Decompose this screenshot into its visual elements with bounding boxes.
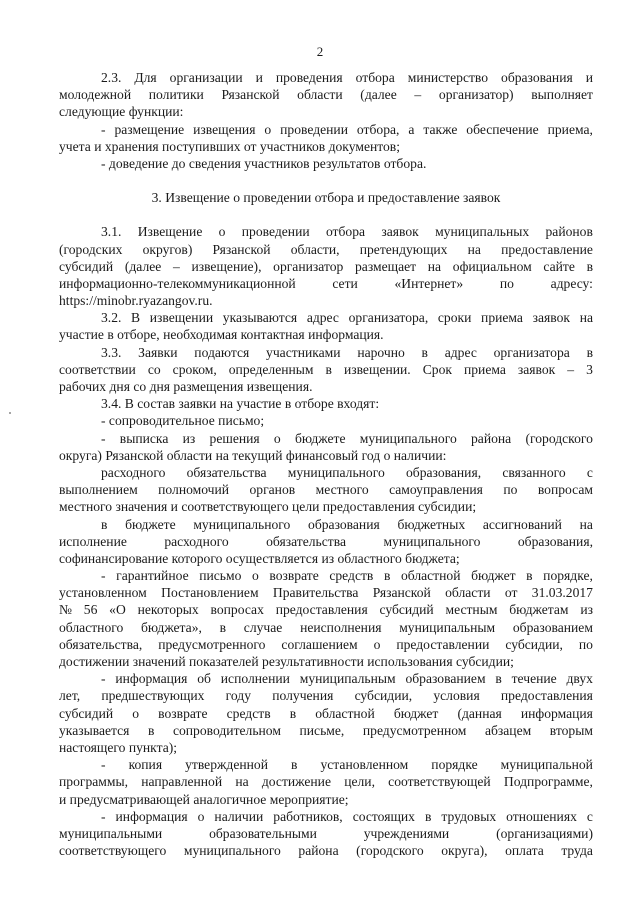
text-line: программы, направленной на достижение цели, соответствующей Подпрограмме, xyxy=(59,774,593,790)
text-line: выполнением полномочий органов местного самоуправления по вопросам xyxy=(59,482,593,498)
text-line: достижении значений показателей результативности использования субсидии; xyxy=(59,654,514,669)
text-line: указывается в сопроводительном письме, предусмотренном абзацем вторым xyxy=(59,722,593,738)
text-line: - гарантийное письмо о возврате средств в областной бюджет в порядке, xyxy=(101,568,593,584)
text-line: молодежной политики Рязанской области (далее – организатор) выполняет xyxy=(59,87,593,103)
text-line: соответствующего муниципального района (городского округа), оплата труда xyxy=(59,843,593,859)
text-line: настоящего пункта); xyxy=(59,739,178,755)
text-line: местного значения и соответствующего цели предоставления субсидии; xyxy=(59,499,477,515)
text-line: софинансирование которого осуществляется из областного бюджета; xyxy=(59,550,460,566)
text-line: - доведение до сведения участников результатов отбора. xyxy=(101,155,427,171)
text-line: информационно-телекоммуникационной сети «Интернет» по адресу: xyxy=(59,275,593,291)
text-line: субсидий (далее – извещение), организатор размещает на официальном сайте в xyxy=(59,258,593,274)
text-line: исполнение расходного обязательства муниципального образования, xyxy=(59,533,593,549)
text-line: 3.1. Извещение о проведении отбора заявок муниципальных районов xyxy=(101,224,593,240)
text-line: https://minobr.ryazangov.ru. xyxy=(59,293,213,309)
text-line: и предусматривающей аналогичное мероприятие; xyxy=(59,791,349,807)
text-line: № 56 «О некоторых вопросах предоставления субсидий местным бюджетам из xyxy=(59,602,593,618)
text-line: расходного обязательства муниципального образования, связанного с xyxy=(101,464,593,480)
text-line: 3.4. В состав заявки на участие в отборе входят: xyxy=(101,396,380,412)
text-line: - информация о наличии работников, состоящих в трудовых отношениях с xyxy=(101,808,593,824)
text-line: областного бюджета», в случае неисполнения муниципальным образованием xyxy=(59,619,593,635)
text-line: - копия утвержденной в установленном порядке муниципальной xyxy=(101,757,593,773)
document-body xyxy=(59,69,593,859)
text-line: в бюджете муниципального образования бюджетных ассигнований на xyxy=(101,516,593,532)
text-line: 3.3. Заявки подаются участниками нарочно в адрес организатора в xyxy=(101,344,593,360)
text-line: 2.3. Для организации и проведения отбора министерство образования и xyxy=(101,70,593,85)
text-line: рабочих дня со дня размещения извещения. xyxy=(59,379,313,394)
text-line: лет, предшествующих году получения субсидии, условия предоставления xyxy=(59,688,593,704)
text-line: следующие функции: xyxy=(59,104,184,120)
text-line: (городских округов) Рязанской области, претендующих на предоставление xyxy=(59,241,593,257)
text-line: соответствии со сроком, определенным в извещении. Срок приема заявок – 3 xyxy=(59,361,593,377)
text-line: округа) Рязанской области на текущий финансовый год о наличии: xyxy=(59,447,447,463)
text-line: - выписка из решения о бюджете муниципального района (городского xyxy=(101,430,593,446)
text-line: субсидий о возврате средств в областной бюджет (данная информация xyxy=(59,705,593,721)
text-line: муниципальными образовательными учреждениями (организациями) xyxy=(59,825,593,841)
text-line: 3.2. В извещении указываются адрес организатора, сроки приема заявок на xyxy=(101,310,593,326)
page-number: 2 xyxy=(316,44,324,59)
text-line: участие в отборе, необходимая контактная информация. xyxy=(59,327,384,343)
text-line: обязательства, предусмотренного соглашением о предоставлении субсидии, по xyxy=(59,636,593,652)
text-line: 3. Извещение о проведении отбора и предоставление заявок xyxy=(151,190,501,206)
scan-speck xyxy=(9,412,11,414)
text-line: - информация об исполнении муниципальным образованием в течение двух xyxy=(101,671,593,687)
text-line: установленном Постановлением Правительства Рязанской области от 31.03.2017 xyxy=(59,585,593,601)
text-line: - сопроводительное письмо; xyxy=(101,413,265,429)
text-line: - размещение извещения о проведении отбора, а также обеспечение приема, xyxy=(101,121,593,137)
text-line: учета и хранения поступивших от участников документов; xyxy=(59,138,401,154)
